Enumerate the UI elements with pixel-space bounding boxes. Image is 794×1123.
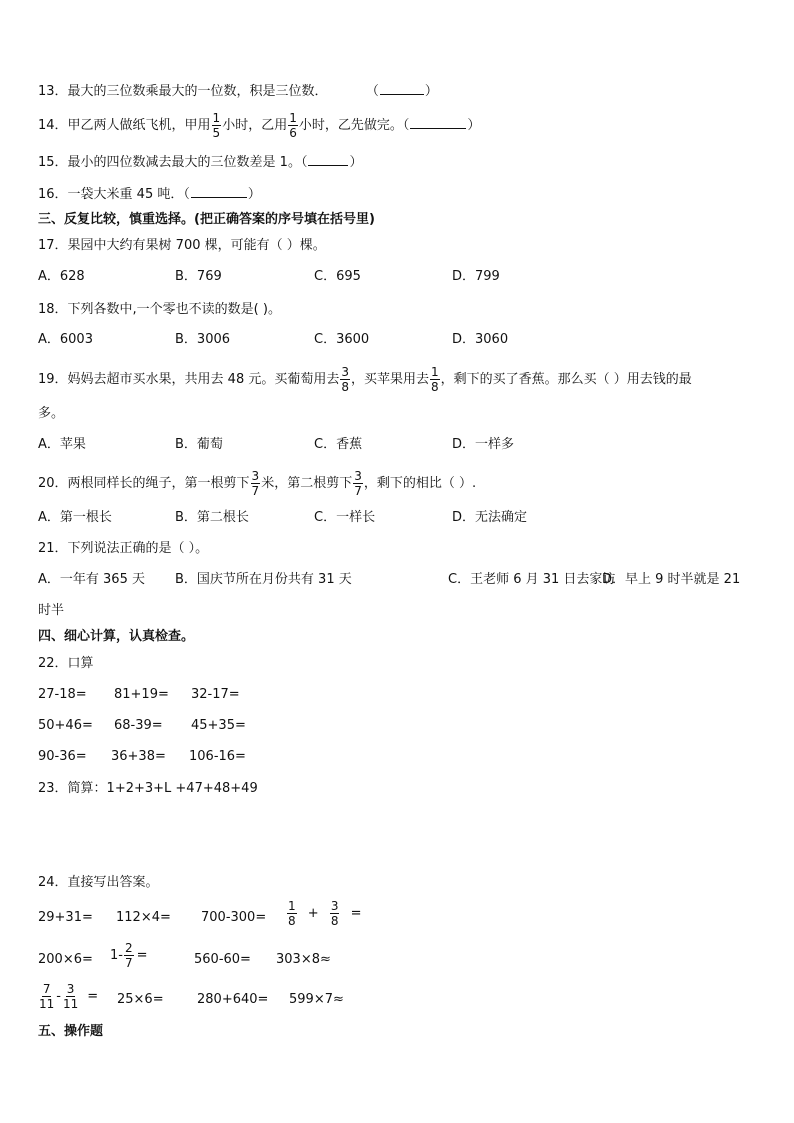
option-a[interactable]: A．6003 [38,332,93,347]
question-20-part2: 米，第二根剪下 [261,476,353,491]
question-17-stem: 17．果园中大约有果树 700 棵，可能有（ ）棵。 [38,238,326,253]
calc-item: 36+38= [111,749,166,764]
numerator: 3 [66,982,75,996]
calc-item: 27-18= [38,687,87,702]
calc-item: 50+46= [38,718,93,733]
question-19-line2: 多。 [38,406,65,421]
numerator: 3 [251,469,260,483]
fraction-expression [286,900,362,927]
calc-item: 29+31= [38,910,93,925]
option-b[interactable]: B．葡萄 [175,437,223,452]
denominator: 6 [289,126,297,140]
fraction-7-11 [39,983,54,1010]
option-a[interactable]: A．苹果 [38,437,86,452]
fraction-expression [38,983,98,1010]
fraction-1-8 [287,900,297,927]
calc-item: 112×4= [116,910,171,925]
option-d[interactable]: D．早上 9 时半就是 21 [602,572,741,587]
fraction-3-8 [340,366,350,393]
denominator: 11 [62,997,79,1011]
option-b[interactable]: B．769 [175,269,222,284]
calc-item: 68-39= [114,718,163,733]
fraction-3-7 [251,470,261,497]
option-c[interactable]: C．王老师 6 月 31 日去家访 [448,572,616,587]
paren-close: ） [424,84,438,99]
calc-item: 25×6= [117,992,164,1007]
calc-item: 106-16= [189,749,246,764]
question-13-text: 13．最大的三位数乘最大的一位数，积是三位数． [38,84,328,99]
equals-sign: = [136,948,148,963]
fraction-expression [110,942,148,969]
question-20-part3: ，剩下的相比（ ）. [363,476,477,491]
question-18-stem: 18．下列各数中,一个零也不读的数是( )。 [38,302,281,317]
paren-close: ） [247,187,261,202]
denominator: 5 [212,126,221,140]
calc-item: 200×6= [38,952,93,967]
question-19 [38,366,692,393]
question-24-title: 24．直接写出答案。 [38,875,159,890]
option-c[interactable]: C．695 [314,269,361,284]
fraction-1-6 [288,112,298,139]
option-a[interactable]: A．628 [38,269,85,284]
fraction-2-7 [124,942,134,969]
equals-sign: = [350,906,362,921]
answer-blank[interactable] [191,186,247,198]
paren-close: ） [349,155,363,170]
question-16-text: 16．一袋大米重 45 吨．（ [38,187,190,202]
question-21-stem: 21．下列说法正确的是（ ）。 [38,541,209,556]
calc-item: 303×8≈ [276,952,331,967]
option-a[interactable]: A．第一根长 [38,510,112,525]
paren-open: （ [365,84,379,99]
numerator: 1 [289,111,297,125]
answer-blank[interactable] [380,83,424,95]
option-c[interactable]: C．一样长 [314,510,376,525]
numerator: 3 [330,899,339,913]
denominator: 8 [431,380,439,394]
fraction-3-11 [63,983,78,1010]
calc-item: 81+19= [114,687,169,702]
operator: - [56,989,61,1004]
question-14 [38,112,480,139]
calc-item: 560-60= [194,952,251,967]
numerator: 3 [341,365,349,379]
option-d[interactable]: D．3060 [452,332,509,347]
question-16 [38,186,261,204]
denominator: 8 [341,380,349,394]
option-a[interactable]: A．一年有 365 天 [38,572,145,587]
question-20-part1: 20．两根同样长的绳子，第一根剪下 [38,476,250,491]
denominator: 11 [39,997,55,1011]
operator: + [307,906,319,921]
option-d[interactable]: D．799 [452,269,500,284]
denominator: 7 [354,484,362,498]
option-b[interactable]: B．国庆节所在月份共有 31 天 [175,572,352,587]
question-14-part2: 小时，乙用 [222,118,288,133]
paren-close: ） [467,118,481,133]
numerator: 7 [42,982,51,996]
fraction-3-8 [330,900,340,927]
calc-item: 280+640= [197,992,269,1007]
question-13 [38,83,438,101]
section-3-heading: 三、反复比较，慎重选择。(把正确答案的序号填在括号里) [38,212,375,227]
question-19-part3: ，剩下的买了香蕉。那么买（ ）用去钱的最 [440,372,692,387]
option-c[interactable]: C．香蕉 [314,437,363,452]
answer-blank[interactable] [410,117,466,129]
numerator: 1 [288,899,296,913]
option-b[interactable]: B．3006 [175,332,231,347]
calc-item: 90-36= [38,749,87,764]
section-5-heading: 五、操作题 [38,1024,104,1039]
question-23: 23．简算：1+2+3+L +47+48+49 [38,781,258,796]
question-15 [38,154,362,172]
expression-prefix: 1- [110,948,123,963]
calc-item: 32-17= [191,687,240,702]
fraction-3-7 [353,470,363,497]
question-22-title: 22．口算 [38,656,94,671]
equals-sign: = [87,989,99,1004]
section-4-heading: 四、细心计算，认真检查。 [38,629,195,644]
option-b[interactable]: B．第二根长 [175,510,249,525]
calc-item: 700-300= [201,910,267,925]
question-20 [38,470,476,497]
denominator: 7 [251,484,260,498]
numerator: 1 [431,365,439,379]
question-14-part1: 14．甲乙两人做纸飞机，甲用 [38,118,211,133]
question-15-text: 15．最小的四位数减去最大的三位数差是 1。（ [38,155,308,170]
calc-item: 45+35= [191,718,246,733]
numerator: 1 [212,111,221,125]
question-14-part3: 小时，乙先做完。（ [298,118,410,133]
question-19-part2: ，买苹果用去 [351,372,430,387]
option-c[interactable]: C．3600 [314,332,370,347]
calc-item: 599×7≈ [289,992,344,1007]
answer-blank[interactable] [308,154,348,166]
fraction-1-8 [430,366,440,393]
option-d[interactable]: D．一样多 [452,437,515,452]
option-d[interactable]: D．无法确定 [452,510,528,525]
fraction-1-5 [212,112,222,139]
denominator: 8 [288,914,296,928]
numerator: 2 [124,941,133,955]
denominator: 7 [124,956,133,970]
question-19-part1: 19．妈妈去超市买水果，共用去 48 元。买葡萄用去 [38,372,340,387]
denominator: 8 [330,914,339,928]
question-21-line2: 时半 [38,603,65,618]
numerator: 3 [354,469,362,483]
